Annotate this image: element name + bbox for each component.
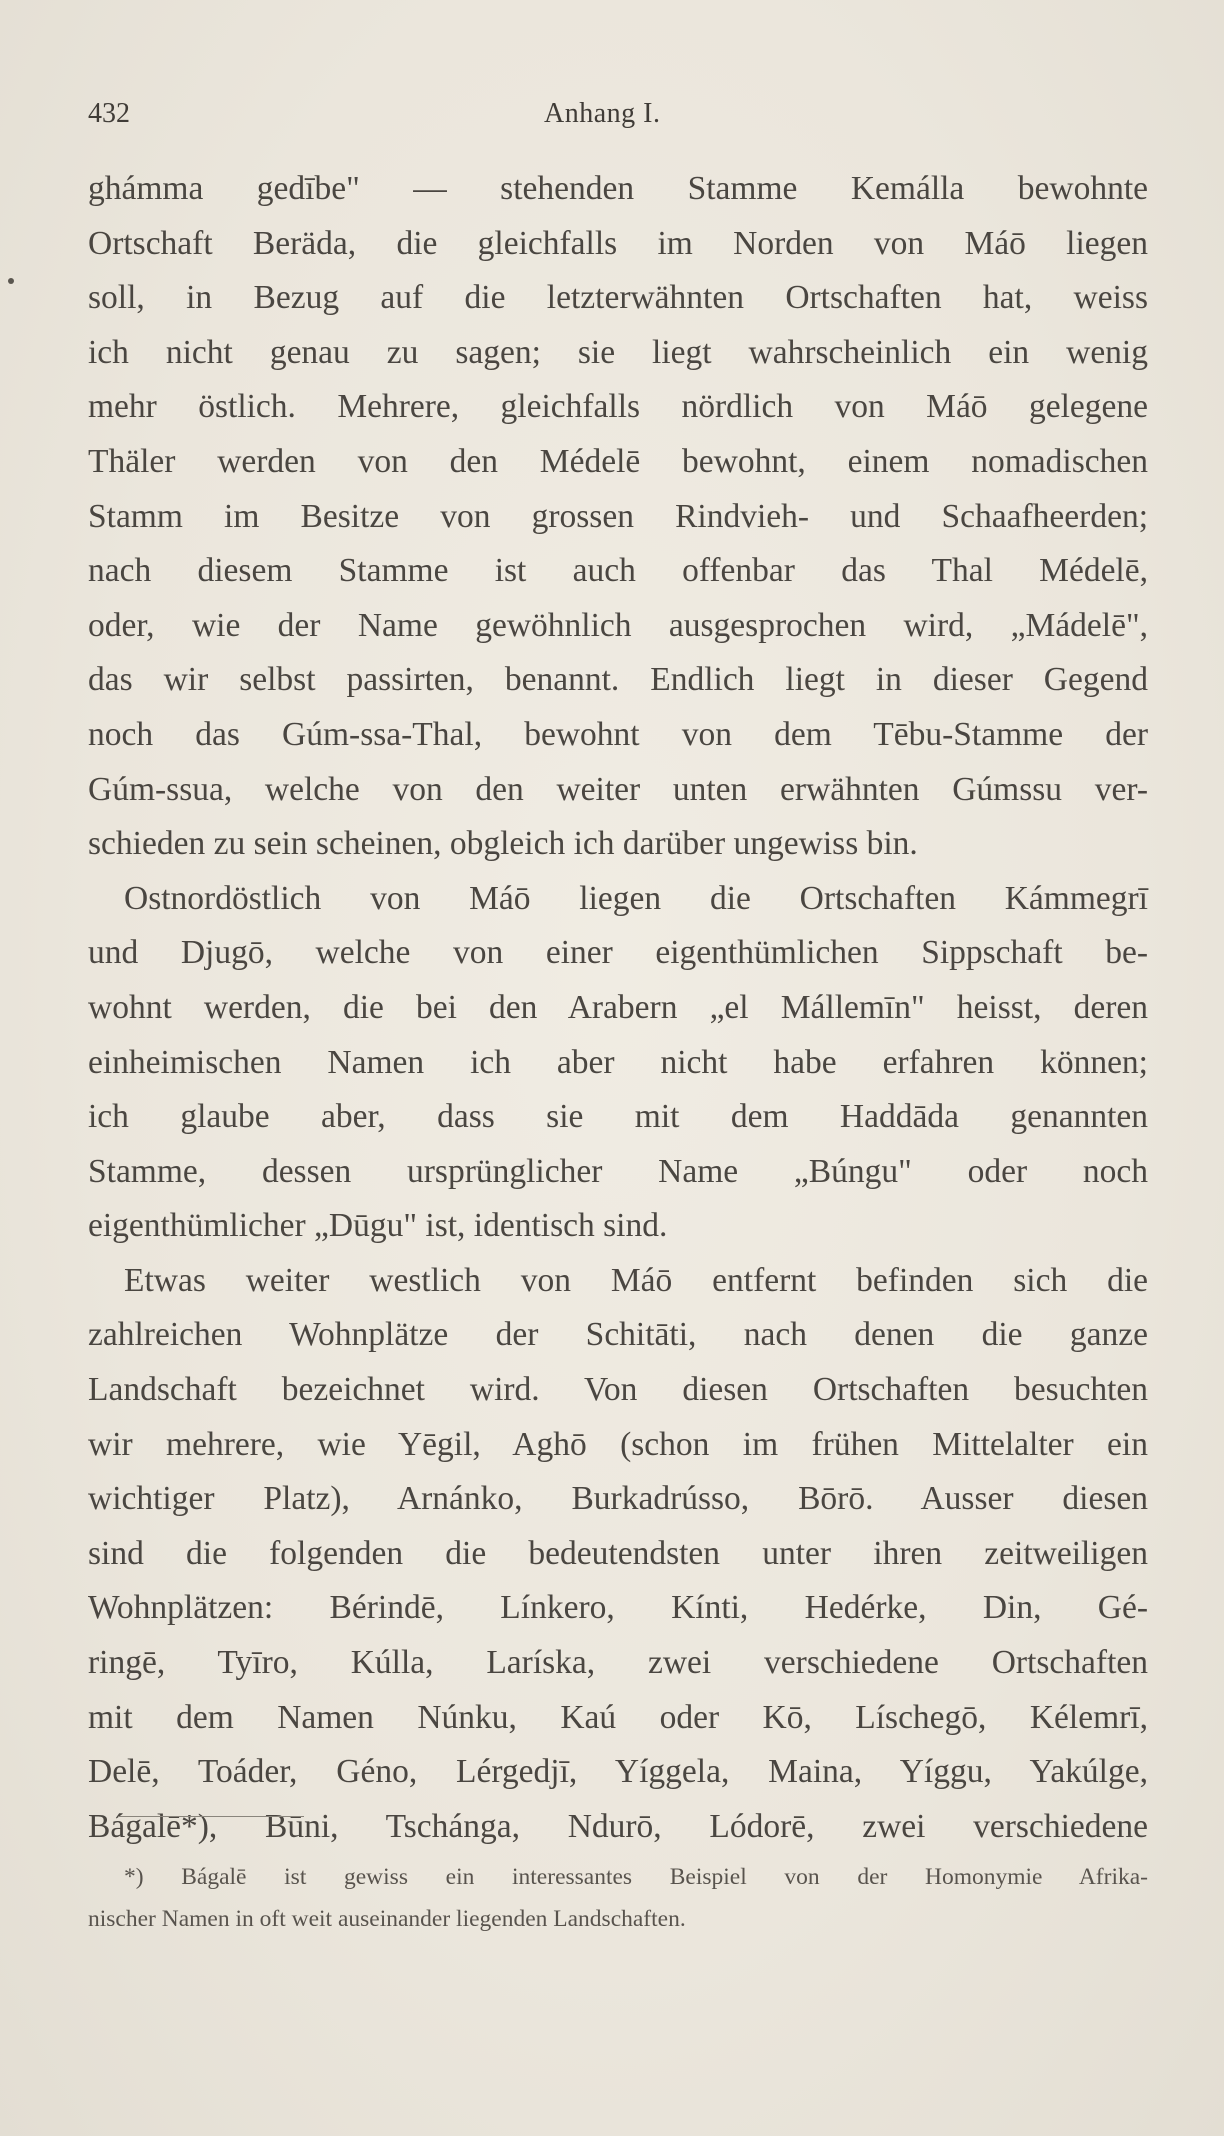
text-line: Thäler werden von den Médelē bewohnt, einem nomadischen <box>88 442 1148 480</box>
text-line: und Djugō, welche von einer eigenthümlichen Sippschaft be- <box>88 934 1148 972</box>
text-line: ringē, Tyīro, Kúlla, Laríska, zwei verschiedene Ortschaften <box>88 1644 1148 1682</box>
footnote-line: nischer Namen in oft weit auseinander liegenden Landschaften. <box>88 1906 686 1932</box>
text-line: soll, in Bezug auf die letzterwähnten Ortschaften hat, weiss <box>88 279 1148 317</box>
text-line: wichtiger Platz), Arnánko, Burkadrússo, Bōrō. Ausser diesen <box>88 1480 1148 1518</box>
text-line: Delē, Toáder, Géno, Lérgedjī, Yíggela, Maina, Yíggu, Yakúlge, <box>88 1753 1148 1791</box>
text-line: schieden zu sein scheinen, obgleich ich darüber ungewiss bin. <box>88 825 918 863</box>
text-line: das wir selbst passirten, benannt. Endlich liegt in dieser Gegend <box>88 661 1148 699</box>
text-line: nach diesem Stamme ist auch offenbar das Thal Médelē, <box>88 552 1148 590</box>
text-line: einheimischen Namen ich aber nicht habe erfahren können; <box>88 1043 1148 1081</box>
text-line: mit dem Namen Núnku, Kaú oder Kō, Líschegō, Kélemrī, <box>88 1698 1148 1736</box>
text-line: Wohnplätzen: Bérindē, Línkero, Kínti, Hedérke, Din, Gé- <box>88 1589 1148 1627</box>
footnote-divider <box>118 1816 304 1817</box>
text-line: Bágalē*), Būni, Tschánga, Ndurō, Lódorē, zwei verschiedene <box>88 1807 1148 1845</box>
text-line: wohnt werden, die bei den Arabern „el Mállemīn" heisst, deren <box>88 988 1148 1026</box>
text-line: ghámma gedībe" — stehenden Stamme Kemálla bewohnte <box>88 170 1148 207</box>
body-text <box>88 162 1148 1854</box>
footnote <box>88 1856 1148 1940</box>
running-head: Anhang I. <box>544 98 661 129</box>
paragraph-first-line: Etwas weiter westlich von Máō entfernt befinden sich die <box>124 1261 1148 1299</box>
text-line: Gúm-ssua, welche von den weiter unten erwähnten Gúmssu ver- <box>88 770 1148 808</box>
page-header <box>88 94 1148 134</box>
paragraph-first-line: Ostnordöstlich von Máō liegen die Ortschaften Kámmegrī <box>124 879 1148 917</box>
text-line: ich glaube aber, dass sie mit dem Haddāda genannten <box>88 1098 1148 1136</box>
text-line: zahlreichen Wohnplätze der Schitāti, nach denen die ganze <box>88 1316 1148 1354</box>
text-line: mehr östlich. Mehrere, gleichfalls nördlich von Máō gelegene <box>88 388 1148 426</box>
text-line: Stamme, dessen ursprünglicher Name „Búngu" oder noch <box>88 1152 1148 1190</box>
text-line: sind die folgenden die bedeutendsten unter ihren zeitweiligen <box>88 1534 1148 1572</box>
text-line: noch das Gúm-ssa-Thal, bewohnt von dem Tēbu-Stamme der <box>88 715 1148 753</box>
text-line: eigenthümlicher „Dūgu" ist, identisch sind. <box>88 1207 668 1245</box>
print-speck <box>8 278 14 284</box>
text-line: wir mehrere, wie Yēgil, Aghō (schon im frühen Mittelalter ein <box>88 1425 1148 1463</box>
text-line: Landschaft bezeichnet wird. Von diesen Ortschaften besuchten <box>88 1371 1148 1409</box>
page-number: 432 <box>88 98 130 129</box>
text-line: oder, wie der Name gewöhnlich ausgesprochen wird, „Mádelē", <box>88 606 1148 644</box>
footnote-line: *) Bágalē ist gewiss ein interessantes Beispiel von der Homonymie Afrika- <box>124 1864 1148 1890</box>
text-line: Ortschaft Beräda, die gleichfalls im Norden von Máō liegen <box>88 224 1148 262</box>
text-line: Stamm im Besitze von grossen Rindvieh- und Schaafheerden; <box>88 497 1148 535</box>
text-line: ich nicht genau zu sagen; sie liegt wahrscheinlich ein wenig <box>88 333 1148 371</box>
